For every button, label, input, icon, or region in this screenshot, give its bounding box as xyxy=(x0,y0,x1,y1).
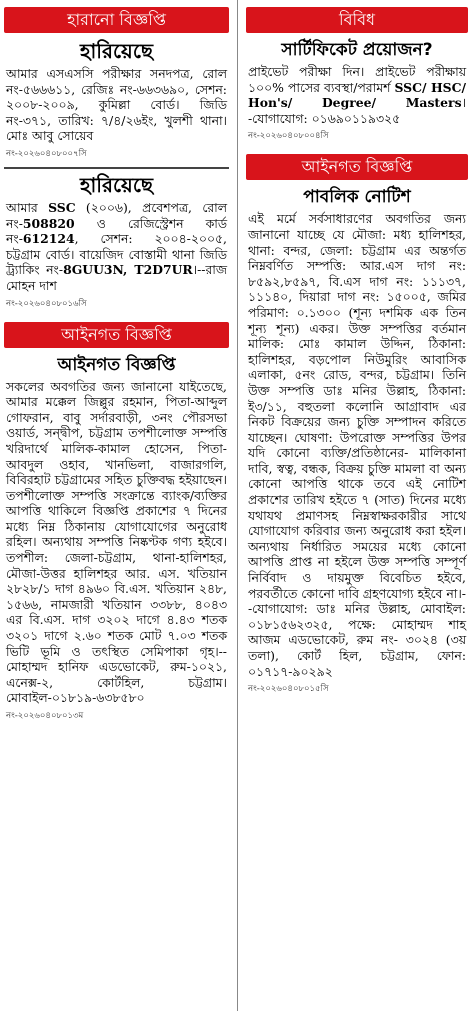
text-part: আমার xyxy=(6,199,49,215)
notice-code: নং-২০২৬০৪০৮০০৭সি xyxy=(6,148,87,159)
notice-text xyxy=(242,64,472,126)
text-bold: 8GUU3N, T2D7UR xyxy=(63,262,193,278)
lost-notice-2 xyxy=(0,173,233,315)
notice-text: এই মর্মে সর্বসাধারণের অবগতির জন্য জানানো যাচ্ছে যে মৌজা: মধ্য হালিশহর, থানা: বন্দর, জেলা: চট্টগ্রাম এর অন্তর্গত নিম্নবর্ণিত সম্পত্তি: আর.এস দাগ নং: ৮৫৯২,৮৫৯৭, বি.এস দাগ নং: ১১১৩৭, ১১১৪০, দিয়ারা দাগ নং: ১৫০০৫, জমির পরিমাণ: ০.১৩০০ (শূন্য দশমিক এক তিন শূন্য শূন্য) একর। উক্ত সম্পত্তির বর্তমান মালিক: মোঃ কামাল উদ্দিন, ঠিকানা: হালিশহর, বড়পোল নিউমুরিং আবাসিক এলাকা, ৫নং রোড, বন্দর, চট্টগ্রাম। তিনি উক্ত সম্পত্তি ডাঃ মনির উল্লাহ, ঠিকানা: ই৩/১১, বহুতলা কলোনি আগ্রাবাদ এর নিকট বিক্রয়ের জন্য চুক্তি সম্পাদন করিতে যাচ্ছেন। ঘোষণা: উপরোক্ত সম্পত্তির উপর যদি কোনো ব্যক্তি/প্রতিষ্ঠানের- মালিকানা দাবি, স্বত্ব, বন্ধক, বিক্রয় চুক্তি মামলা বা অন্য কোনো আপত্তি থাকে তবে এই নোটিশ প্রকাশের তারিখ হইতে ৭ (সাত) দিনের মধ্যে যথাযথ প্রমাণসহ নিম্নস্বাক্ষরকারীর সাথে যোগাযোগ করিবার জন্য অনুরোধ করা হইল। অন্যথায় নির্ধারিত সময়ের মধ্যে কোনো আপত্তি প্রাপ্ত না হইলে উক্ত সম্পত্তি সম্পূর্ণ নির্বিবাদ ও দায়মুক্ত বিবেচিত হইবে, পরবর্তীতে কোনো দাবি গ্রহণযোগ্য হইবে না।--যোগাযোগ: ডাঃ মনির উল্লাহ, মোবাইল: ০১৮১৫৬২৩২৫, পক্ষে: মোহাম্মদ শাহ আজম এডভোকেট, রুম নং- ৩০২৪ (৩য় তলা), কোর্ট হিল, চট্টগ্রাম, ফোন: ০১৭১৭-৯০২৯২ xyxy=(248,211,466,679)
column-divider xyxy=(237,0,238,1011)
right-column xyxy=(242,0,472,700)
legal-notice-right xyxy=(242,154,472,700)
text-part: । -যোগাযোগ: ০১৬৯০১১৯৩২৫ xyxy=(248,95,466,126)
section-banner-legal: আইনগত বিজ্ঞপ্তি xyxy=(246,154,468,180)
divider xyxy=(4,167,229,169)
section-banner-misc: বিবিধ xyxy=(246,7,468,33)
section-banner-legal: আইনগত বিজ্ঞপ্তি xyxy=(4,322,229,348)
text-part: ও রেজিস্ট্রেশন কার্ড নং- xyxy=(6,215,227,247)
notice-heading: পাবলিক নোটিশ xyxy=(303,187,411,208)
notice-code: নং-২০২৬০৪০৮০১৬সি xyxy=(6,298,87,309)
text-part: , সেশন: ২০০৪-২০০৫, চট্টগ্রাম বোর্ড। বায়েজিদ বোস্তামী থানা জিডি ট্র্যাকিং নং- xyxy=(6,231,227,278)
notice-code: নং-২০২৬০৪০৮০১৩ম xyxy=(6,711,84,721)
notice-text xyxy=(0,200,233,294)
notice-heading: হারিয়েছে xyxy=(79,172,153,197)
section-banner-lost: হারানো বিজ্ঞপ্তি xyxy=(4,7,229,33)
text-part: প্রাইভেট পরীক্ষা দিন। প্রাইভেট পরীক্ষায় ১০০% পাসের ব্যবস্থা/পরামর্শ xyxy=(248,64,466,95)
notice-heading: হারিয়েছে xyxy=(79,39,153,63)
misc-notice xyxy=(242,7,472,147)
notice-code: নং-২০২৬০৪০৮০০৪সি xyxy=(248,131,329,142)
notice-text: আমার এসএসসি পরীক্ষার সনদপত্র, রোল নং-৫৬৬৬১১, রেজিঃ নং-৬৬৩৬৯০, সেশন: ২০০৮-২০০৯, কুমিল্লা বোর্ড। জিডি নং-৩৭১, তারিখ: ৭/৪/২৬ইং, খুলশী থানা। মোঃ আবু সোয়েব xyxy=(6,66,227,144)
lost-notice-1 xyxy=(0,7,233,165)
notice-code: নং-২০২৬০৪০৮০১৫সি xyxy=(248,684,329,695)
legal-notice-left xyxy=(0,322,233,727)
text-bold: SSC xyxy=(48,199,76,215)
notice-heading: আইনগত বিজ্ঞপ্তি xyxy=(57,354,176,375)
text-part: ।--রাজ মোহন দাশ xyxy=(6,262,227,293)
text-bold: 508820 xyxy=(22,215,75,231)
text-bold: 612124 xyxy=(22,231,75,247)
notice-text: সকলের অবগতির জন্য জানানো যাইতেছে, আমার মক্কেল জিল্লুর রহমান, পিতা-আব্দুল গোফরান, বাবু সর্দারবাড়ী, ৩নং পৌরসভা ওয়ার্ড, সন্দ্বীপ, চট্টগ্রাম তপশীলোক্ত সম্পত্তি খরিদার্থে মালিক-কামাল হোসেন, পিতা-আবদুল ওহাব, খানভিলা, বাজারগলি, বিবিরহাট চট্টগ্রামের সহিত চুক্তিবদ্ধ হইয়াছেন। তপশীলোক্ত সম্পত্তি সংক্রান্তে ব্যাংক/ব্যক্তির আপত্তি থাকিলে বিজ্ঞপ্তি প্রকাশের ৭ দিনের মধ্যে নিম্ন ঠিকানায় যোগাযোগের অনুরোধ রহিল। অন্যথায় সম্পত্তি নিষ্কণ্টক গণ্য হইবে। তপশীল: জেলা-চট্টগ্রাম, থানা-হালিশহর, মৌজা-উত্তর হালিশহর আর. এস. খতিয়ান ২৮২৮/১ দাগ ৪৯৬০ বি.এস. খতিয়ান ২৪৮, ১৫৬৬, নামজারী খতিয়ান ৩৩৮৮, ৪০৪৩ এর বি.এস. দাগ ৩২০২ দাগে ৪.৪৩ শতক ৩২০১ দাগে ২.৬০ শতক মোট ৭.০৩ শতক ভিটি ভূমি ও তৎস্থিত সেমিপাকা গৃহ।--মোহাম্মদ হানিফ এডভোকেট, রুম-১০২১, এনেক্স-২, কোর্টহিল, চট্টগ্রাম। মোবাইল-০১৮১৯-৬৩৮৫৮০ xyxy=(6,378,227,706)
notice-heading: সার্টিফিকেট প্রয়োজন? xyxy=(281,40,433,60)
text-bold: SSC/ HSC/ Hon's/ Degree/ Masters xyxy=(248,79,466,111)
text-part: (২০০৬), প্রবেশপত্র, রোল নং- xyxy=(6,199,227,231)
left-column xyxy=(0,0,233,727)
